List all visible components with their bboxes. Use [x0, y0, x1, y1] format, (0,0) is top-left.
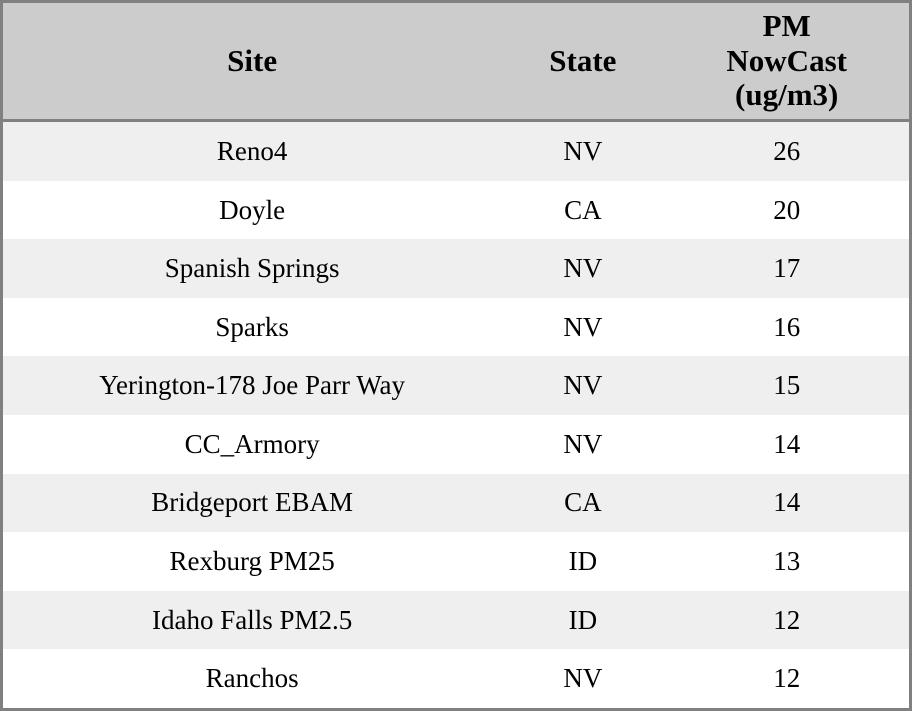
cell-site: Yerington-178 Joe Parr Way [3, 356, 501, 415]
cell-pm-nowcast: 16 [664, 298, 909, 357]
table-row [3, 591, 909, 650]
cell-site: Spanish Springs [3, 239, 501, 298]
cell-site: CC_Armory [3, 415, 501, 474]
cell-site: Rexburg PM25 [3, 532, 501, 591]
table-row [3, 239, 909, 298]
cell-site: Reno4 [3, 121, 501, 181]
cell-state: NV [501, 298, 664, 357]
table-header-row [3, 3, 909, 121]
cell-site: Bridgeport EBAM [3, 474, 501, 533]
cell-pm-nowcast: 20 [664, 181, 909, 240]
cell-site: Idaho Falls PM2.5 [3, 591, 501, 650]
table-row [3, 121, 909, 181]
cell-state: NV [501, 649, 664, 708]
cell-site: Sparks [3, 298, 501, 357]
air-quality-table [3, 3, 909, 708]
cell-state: NV [501, 415, 664, 474]
cell-pm-nowcast: 12 [664, 649, 909, 708]
column-header-state [501, 3, 664, 121]
table-row [3, 649, 909, 708]
cell-state: NV [501, 356, 664, 415]
table-row [3, 181, 909, 240]
column-header-site-line-1: Site [227, 42, 278, 78]
cell-state: NV [501, 239, 664, 298]
cell-pm-nowcast: 15 [664, 356, 909, 415]
cell-pm-nowcast: 12 [664, 591, 909, 650]
cell-site: Ranchos [3, 649, 501, 708]
column-header-pm-nowcast-line-3: (ug/m3) [735, 77, 839, 113]
column-header-state-line-1: State [549, 42, 617, 78]
column-header-pm-nowcast-line-1: PM [762, 8, 811, 43]
cell-state: NV [501, 121, 664, 181]
table-row [3, 415, 909, 474]
cell-pm-nowcast: 14 [664, 415, 909, 474]
cell-state: CA [501, 474, 664, 533]
cell-pm-nowcast: 26 [664, 121, 909, 181]
table-row [3, 298, 909, 357]
table-row [3, 356, 909, 415]
cell-pm-nowcast: 14 [664, 474, 909, 533]
cell-state: ID [501, 532, 664, 591]
column-header-pm-nowcast-line-2: NowCast [726, 42, 847, 78]
column-header-pm-nowcast [664, 3, 909, 121]
cell-state: ID [501, 591, 664, 650]
table-body [3, 121, 909, 708]
cell-site: Doyle [3, 181, 501, 240]
column-header-site [3, 3, 501, 121]
cell-pm-nowcast: 13 [664, 532, 909, 591]
table-row [3, 474, 909, 533]
cell-pm-nowcast: 17 [664, 239, 909, 298]
cell-state: CA [501, 181, 664, 240]
table-row [3, 532, 909, 591]
table-header [3, 3, 909, 121]
